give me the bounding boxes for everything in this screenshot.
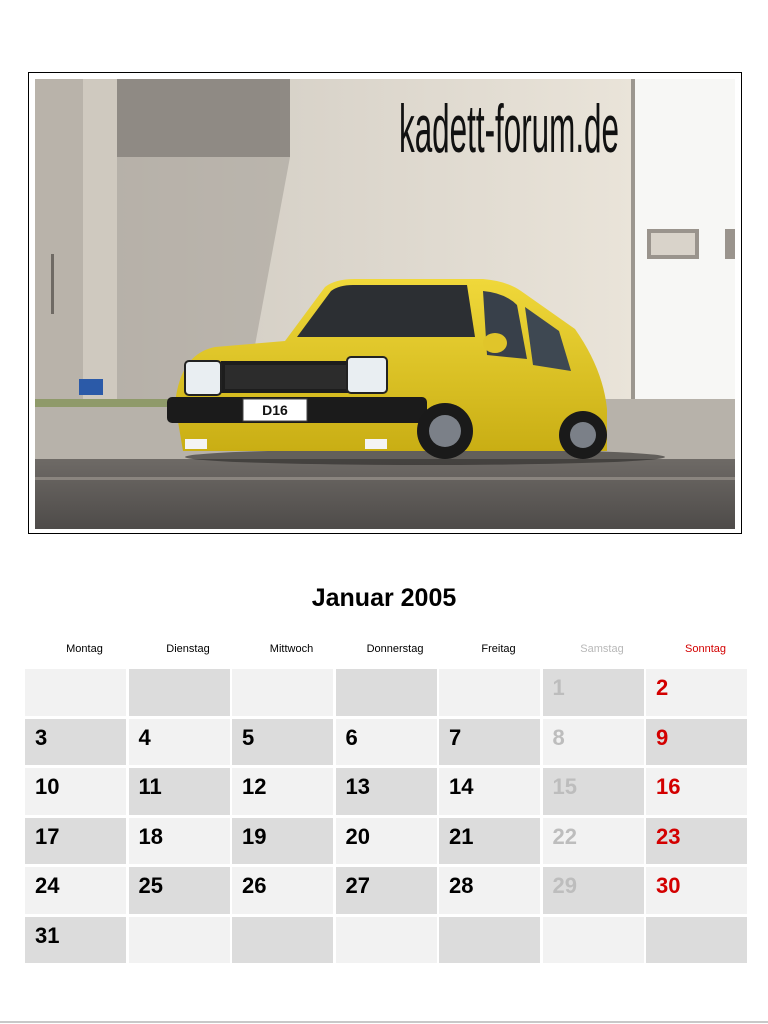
- watermark-text: kadett-forum.de: [398, 90, 619, 167]
- day-cell: 19: [232, 818, 333, 865]
- calendar-grid: [25, 669, 745, 963]
- day-cell: [646, 917, 747, 964]
- day-cell: 26: [232, 867, 333, 914]
- day-cell: 25: [129, 867, 230, 914]
- day-cell: 11: [129, 768, 230, 815]
- license-plate-text: D16: [262, 402, 288, 418]
- weekday-tue: Dienstag: [166, 643, 210, 655]
- day-cell: 8: [543, 719, 644, 766]
- day-cell: [25, 669, 126, 716]
- day-cell: 3: [25, 719, 126, 766]
- day-cell: 27: [336, 867, 437, 914]
- day-cell: 31: [25, 917, 126, 964]
- day-cell: 12: [232, 768, 333, 815]
- day-cell: 28: [439, 867, 540, 914]
- day-cell: 9: [646, 719, 747, 766]
- day-cell: [232, 669, 333, 716]
- day-cell: 17: [25, 818, 126, 865]
- weekday-wed: Mittwoch: [269, 643, 314, 655]
- day-cell: 24: [25, 867, 126, 914]
- day-cell: [232, 917, 333, 964]
- day-cell: [129, 917, 230, 964]
- day-cell: 2: [646, 669, 747, 716]
- weekday-fri: Freitag: [481, 643, 516, 655]
- day-cell: [439, 669, 540, 716]
- calendar-photo-frame: [28, 72, 742, 534]
- day-cell: 15: [543, 768, 644, 815]
- day-cell: 5: [232, 719, 333, 766]
- day-cell: [336, 917, 437, 964]
- weekday-thu: Donnerstag: [366, 643, 424, 655]
- weekday-sun: Sonntag: [685, 643, 726, 655]
- day-cell: [439, 917, 540, 964]
- day-cell: 1: [543, 669, 644, 716]
- day-cell: 16: [646, 768, 747, 815]
- day-cell: 21: [439, 818, 540, 865]
- day-cell: 30: [646, 867, 747, 914]
- day-cell: 29: [543, 867, 644, 914]
- day-cell: 10: [25, 768, 126, 815]
- day-cell: 6: [336, 719, 437, 766]
- weekday-header: [25, 643, 745, 655]
- car-photo: [35, 79, 735, 529]
- day-cell: 18: [129, 818, 230, 865]
- day-cell: 20: [336, 818, 437, 865]
- day-cell: 13: [336, 768, 437, 815]
- weekday-sat: Samstag: [580, 643, 624, 655]
- day-cell: 23: [646, 818, 747, 865]
- day-cell: [543, 917, 644, 964]
- day-cell: 7: [439, 719, 540, 766]
- day-cell: 14: [439, 768, 540, 815]
- day-cell: [336, 669, 437, 716]
- weekday-mon: Montag: [66, 643, 103, 655]
- day-cell: 22: [543, 818, 644, 865]
- day-cell: 4: [129, 719, 230, 766]
- page-bottom-rule: [0, 1021, 768, 1023]
- day-cell: [129, 669, 230, 716]
- month-title: Januar 2005: [311, 584, 457, 612]
